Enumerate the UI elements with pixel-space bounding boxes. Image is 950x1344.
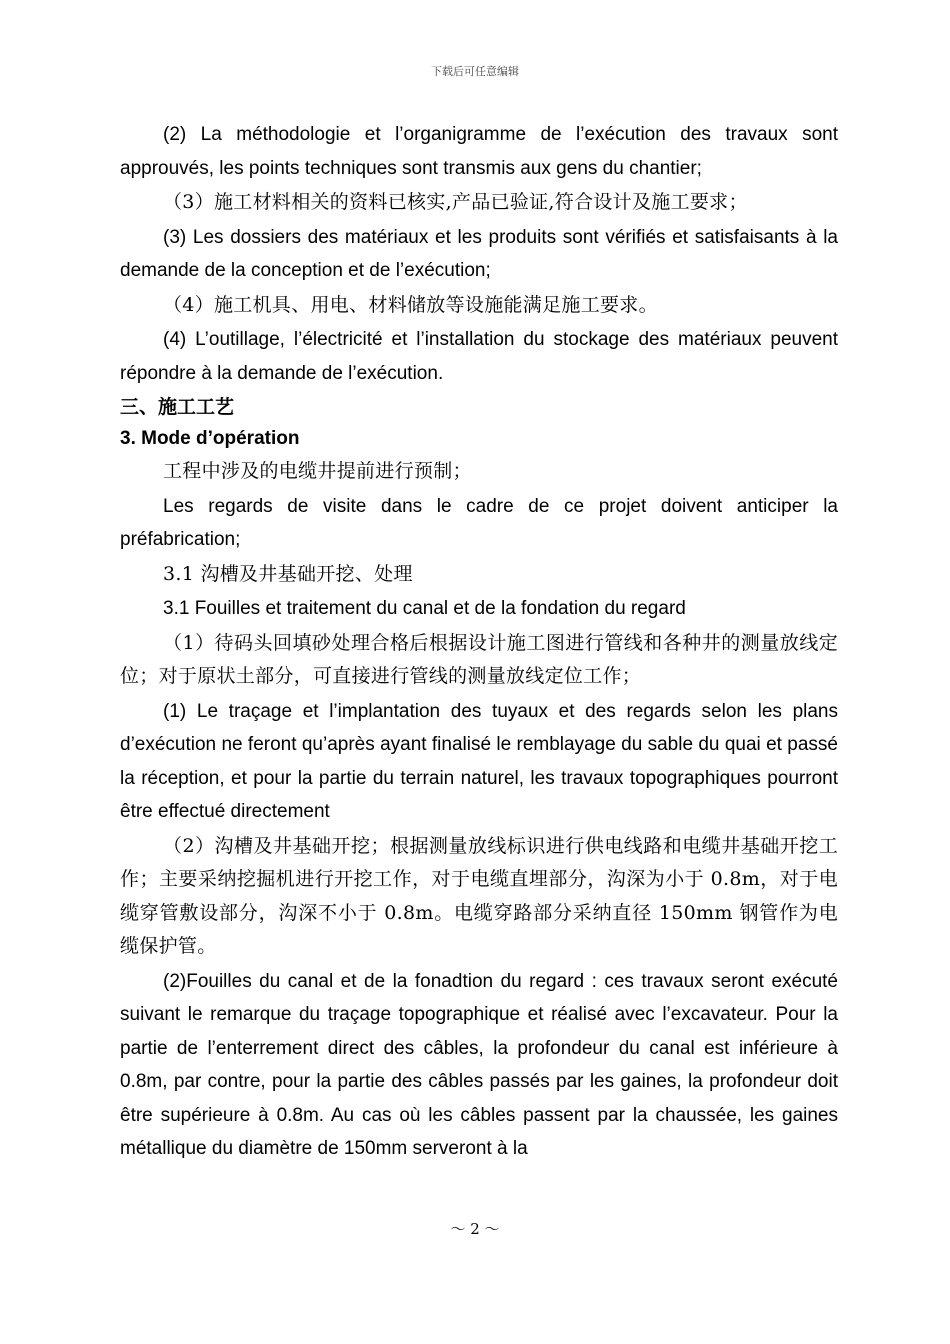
- subsection-heading: 3.1 沟槽及井基础开挖、处理: [163, 562, 413, 585]
- paragraph: （1）待码头回填砂处理合格后根据设计施工图进行管线和各种井的测量放线定位；对于原状土部分，可直接进行管线的测量放线定位工作；: [120, 631, 838, 687]
- page-number: ～ 2 ～: [450, 1220, 500, 1238]
- section-heading: 3. Mode d’opération: [120, 428, 300, 449]
- paragraph: 工程中涉及的电缆井提前进行预制；: [163, 460, 472, 482]
- paragraph: (4) L’outillage, l’électricité et l’installation du stockage des matériaux peuvent répondre à la demande de l’exécution.: [120, 329, 838, 384]
- paragraph: (3) Les dossiers des matériaux et les produits sont vérifiés et satisfaisants à la demande de la conception et de l’exécution;: [120, 226, 838, 281]
- paragraph: (1) Le traçage et l’implantation des tuyaux et des regards selon les plans d’exécution ne feront qu’après ayant finalisé le remblayage du sable du quai et passé la réception, et pour la partie du terrain naturel, les travaux topographiques pourront être effectué directement: [120, 700, 838, 822]
- section-heading: 三、施工工艺: [120, 396, 235, 418]
- paragraph: （2）沟槽及井基础开挖；根据测量放线标识进行供电线路和电缆井基础开挖工作；主要采纳挖掘机进行开挖工作，对于电缆直埋部分，沟深为小于 0.8m，对于电缆穿管敷设部分，沟深不小于 0.8m。电缆穿路部分采纳直径 150mm 钢管作为电缆保护管。: [120, 834, 838, 957]
- paragraph: Les regards de visite dans le cadre de ce projet doivent anticiper la préfabrication;: [120, 495, 838, 550]
- paragraph: (2) La méthodologie et l’organigramme de l’exécution des travaux sont approuvés, les points techniques sont transmis aux gens du chantier;: [120, 124, 838, 179]
- page-header: 下载后可任意编辑: [431, 65, 519, 78]
- document-body: [120, 118, 838, 1167]
- paragraph: （3）施工材料相关的资料已核实,产品已验证,符合设计及施工要求；: [163, 191, 748, 213]
- paragraph: （4）施工机具、用电、材料储放等设施能满足施工要求。: [163, 293, 658, 316]
- paragraph: (2)Fouilles du canal et de la fonadtion du regard : ces travaux seront exécuté suivant le remarque du traçage topographique et réalisé avec l’excavateur. Pour la partie de l’enterrement direct des câbles, la profondeur du canal est inférieure à 0.8m, par contre, pour la partie des câbles passés par les gaines, la profondeur doit être supérieure à 0.8m. Au cas où les câbles passent par la chaussée, les gaines métallique du diamètre de 150mm serveront à la: [120, 970, 838, 1159]
- subsection-heading: 3.1 Fouilles et traitement du canal et de la fondation du regard: [163, 598, 686, 619]
